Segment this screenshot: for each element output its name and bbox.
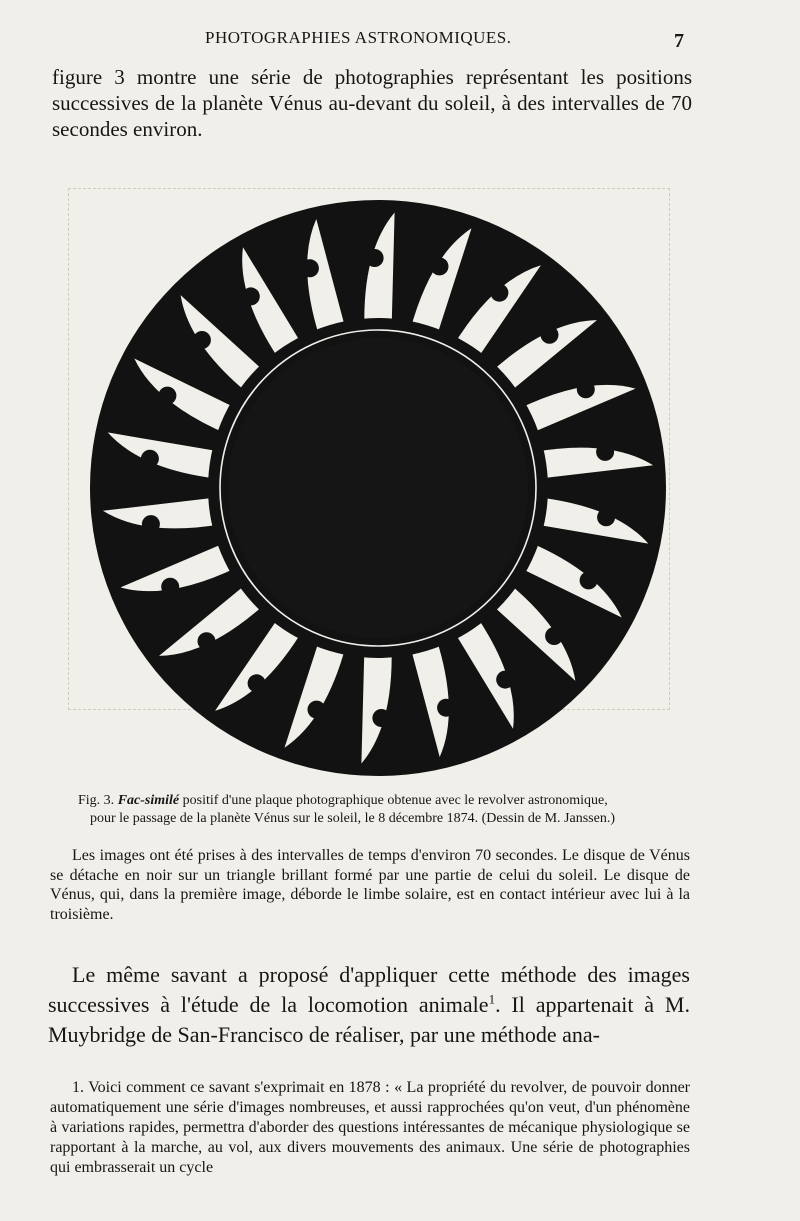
venus-dot bbox=[142, 515, 160, 533]
venus-dot bbox=[308, 701, 326, 719]
venus-dot bbox=[161, 578, 179, 596]
main-paragraph bbox=[48, 960, 690, 1050]
venus-dot bbox=[301, 259, 319, 277]
caption-line-1 bbox=[78, 792, 698, 810]
venus-dot bbox=[580, 571, 598, 589]
venus-dot bbox=[242, 287, 260, 305]
running-title: PHOTOGRAPHIES ASTRONOMIQUES. bbox=[205, 28, 512, 47]
venus-dot bbox=[577, 380, 595, 398]
venus-dot bbox=[366, 249, 384, 267]
main-text-continued: . Il appartenait à M. Muybridge de San-Francisco de réaliser, par une méthode ana- bbox=[48, 992, 690, 1047]
venus-dot bbox=[545, 627, 563, 645]
footnote-1: 1. Voici comment ce savant s'exprimait en 1878 : « La propriété du revolver, de pouvoir donner automatiquement une série d'images nombreuses, et aussi rapprochées qu'on veut, d'un phénomène à variations rapides, permettra d'aborder des questions intéressantes de mécanique physiologique se rapportant à la marche, au vol, aux divers mouvements des animaux. Une série de photographies qui embrasserait un cycle bbox=[50, 1079, 690, 1176]
venus-dot bbox=[541, 326, 559, 344]
venus-dot bbox=[372, 709, 390, 727]
figure-notes-paragraph: Les images ont été prises à des intervalles de temps d'environ 70 secondes. Le disque de Vénus se détache en noir sur un triangle brillant formé par une partie de celui du soleil. Le disque de Vénus, qui, dans la première image, déborde le limbe solaire, est en contact intérieur avec lui à la troisième. bbox=[50, 847, 690, 923]
venus-dot bbox=[496, 671, 514, 689]
main-text: Le même savant a proposé d'appliquer cette méthode des images successives à l'étude de la locomotion animale bbox=[48, 962, 690, 1017]
venus-dot bbox=[596, 443, 614, 461]
venus-dot bbox=[248, 674, 266, 692]
venus-transit-plate bbox=[80, 190, 676, 786]
venus-dot bbox=[597, 508, 615, 526]
venus-dot bbox=[431, 257, 449, 275]
caption-line-2: pour le passage de la planète Vénus sur le soleil, le 8 décembre 1874. (Dessin de M. Janssen.) bbox=[90, 811, 615, 826]
figure-3 bbox=[60, 180, 690, 780]
figure-caption bbox=[78, 792, 698, 828]
core-disc bbox=[228, 338, 528, 638]
venus-dot bbox=[437, 699, 455, 717]
venus-dot bbox=[158, 387, 176, 405]
page-number: 7 bbox=[674, 30, 684, 52]
venus-dot bbox=[141, 450, 159, 468]
venus-dot bbox=[193, 331, 211, 349]
venus-dot bbox=[198, 632, 216, 650]
intro-paragraph: figure 3 montre une série de photographies représentant les positions successives de la planète Vénus au-devant du soleil, à des intervalles de 70 secondes environ. bbox=[52, 65, 692, 141]
caption-line1-rest: positif d'une plaque photographique obtenue avec le revolver astronomique, bbox=[182, 793, 608, 808]
caption-lead: Fig. 3. bbox=[78, 793, 115, 808]
caption-emphasis: Fac-similé bbox=[117, 793, 180, 808]
footnote-reference[interactable]: 1 bbox=[488, 991, 496, 1007]
venus-dot bbox=[490, 284, 508, 302]
